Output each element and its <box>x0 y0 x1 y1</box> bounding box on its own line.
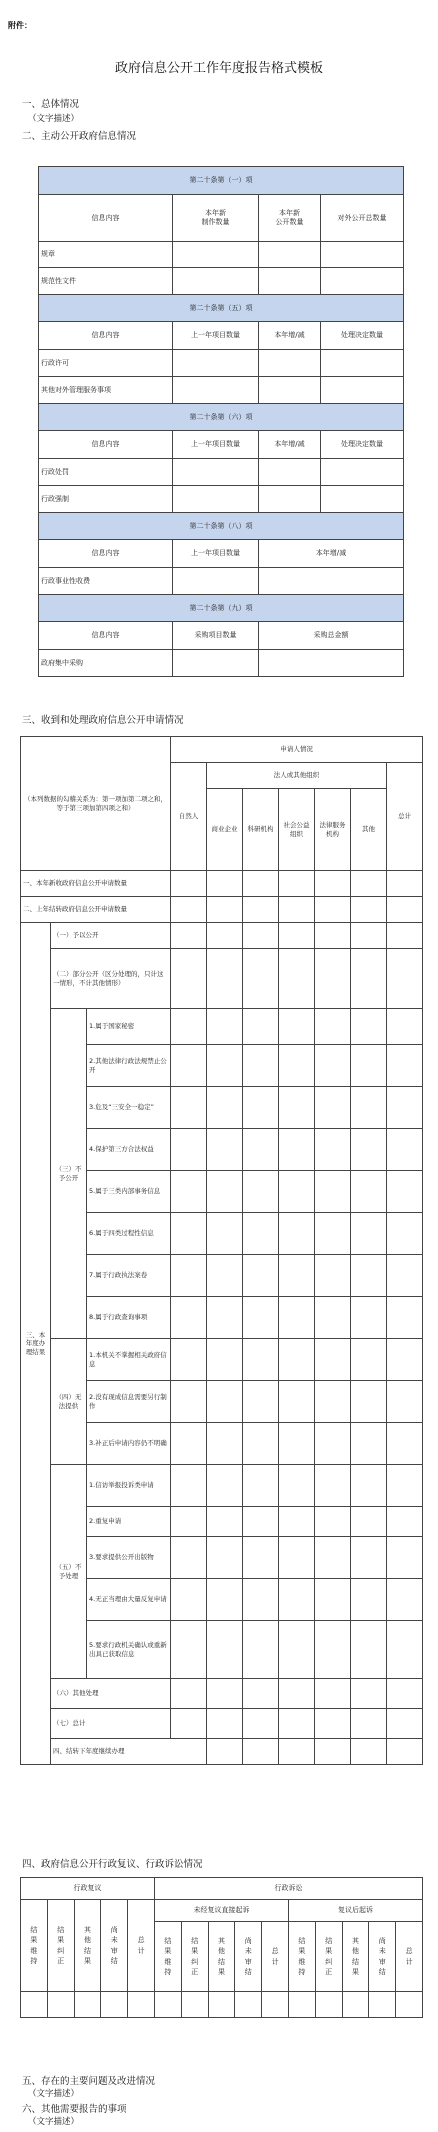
col-header: 结果维持 <box>155 1922 182 1992</box>
col-header: 尚未审结 <box>369 1922 396 1992</box>
row-label: （四）无法提供 <box>51 1339 87 1465</box>
legal-entity-header: 法人或其他组织 <box>207 763 387 789</box>
col-header: 结果纠正 <box>181 1922 208 1992</box>
row-label: 规范性文件 <box>39 268 173 295</box>
col-header: 采购项目数量 <box>173 622 259 650</box>
row-label: 行政处罚 <box>39 459 173 486</box>
row-label: 1.信访举报投诉类申请 <box>87 1465 171 1507</box>
col-header: 其他结果 <box>342 1922 369 1992</box>
row-label: 5.属于三类内部事务信息 <box>87 1171 171 1213</box>
col-header: 结果纠正 <box>315 1922 342 1992</box>
col-header: 其他 <box>351 789 387 871</box>
row-label: （三）不予公开 <box>51 1009 87 1339</box>
total-header: 总计 <box>387 763 423 871</box>
applications-table <box>20 736 423 1765</box>
row-label: 2.没有现成信息需要另行制作 <box>87 1381 171 1423</box>
col-header: 本年增/减 <box>259 322 321 350</box>
col-header: 本年新 制作数量 <box>173 195 259 242</box>
section-2-heading: 二、主动公开政府信息情况 <box>22 131 137 142</box>
col-header: 本年增/减 <box>259 431 321 459</box>
row-label: 1.本机关不掌握相关政府信息 <box>87 1339 171 1381</box>
row-label: 四、结转下年度继续办理 <box>51 1739 207 1765</box>
col-header: 上一年项目数量 <box>173 431 259 459</box>
corner-note: （本列数据的勾稽关系为：第一项加第二项之和，等于第三项加第四项之和） <box>21 737 171 871</box>
col-header: 信息内容 <box>39 195 173 242</box>
row-label: 5.要求行政机关确认或重新出具已获取信息 <box>87 1621 171 1679</box>
litigation-header: 行政诉讼 <box>155 1878 423 1900</box>
row-label: （二）部分公开（区分处理的，只计这一情形，不计其他情形） <box>51 949 171 1009</box>
row-label: 三、本年度办理结果 <box>21 923 51 1765</box>
col-header: 结果维持 <box>289 1922 316 1992</box>
attachment-label: 附件： <box>8 21 32 30</box>
col-header: 处理决定数量 <box>321 431 404 459</box>
section-5-heading: 五、存在的主要问题及改进情况 <box>22 2076 156 2087</box>
row-label: 3.补正后申请内容仍不明确 <box>87 1423 171 1465</box>
block-title: 第二十条第（六）项 <box>39 404 404 431</box>
row-label: 二、上年结转政府信息公开申请数量 <box>21 897 171 923</box>
block-title: 第二十条第（八）项 <box>39 513 404 540</box>
row-label: （一）予以公开 <box>51 923 171 949</box>
col-header: 尚未审结 <box>101 1900 128 1992</box>
row-label: （六）其他处理 <box>51 1679 171 1709</box>
section-1-heading: 一、总体情况 <box>22 99 80 110</box>
col-header: 总计 <box>396 1922 423 1992</box>
section-1-note: （文字描述） <box>28 114 80 124</box>
col-header: 商业企业 <box>207 789 243 871</box>
col-header: 结果维持 <box>21 1900 48 1992</box>
col-header: 结果纠正 <box>47 1900 74 1992</box>
col-header: 上一年项目数量 <box>173 540 259 568</box>
section-5-note: （文字描述） <box>28 2089 80 2099</box>
col-header: 其他结果 <box>74 1900 101 1992</box>
row-label: 行政事业性收费 <box>39 568 173 595</box>
proactive-disclosure-table <box>38 166 404 677</box>
col-header: 科研机构 <box>243 789 279 871</box>
row-label: 6.属于四类过程性信息 <box>87 1213 171 1255</box>
col-header: 上一年项目数量 <box>173 322 259 350</box>
col-header: 社会公益组织 <box>279 789 315 871</box>
row-label: 7.属于行政执法案卷 <box>87 1255 171 1297</box>
row-label: （五）不予处理 <box>51 1465 87 1679</box>
col-header: 本年新 公开数量 <box>259 195 321 242</box>
block-title: 第二十条第（一）项 <box>39 167 404 195</box>
block-title: 第二十条第（九）项 <box>39 595 404 622</box>
col-header: 对外公开总数量 <box>321 195 404 242</box>
row-label: 3.要求提供公开出版物 <box>87 1537 171 1579</box>
row-label: 行政强制 <box>39 486 173 513</box>
review-litigation-table <box>20 1877 423 2018</box>
row-label: 行政许可 <box>39 350 173 377</box>
applicant-header: 申请人情况 <box>171 737 423 763</box>
row-label: 3.危及“三安全一稳定” <box>87 1087 171 1129</box>
col-header: 信息内容 <box>39 322 173 350</box>
row-label: 2.其他法律行政法规禁止公开 <box>87 1045 171 1087</box>
row-label: 4.保护第三方合法权益 <box>87 1129 171 1171</box>
section-3-heading: 三、收到和处理政府信息公开申请情况 <box>22 715 184 726</box>
col-header: 其他结果 <box>208 1922 235 1992</box>
block-title: 第二十条第（五）项 <box>39 295 404 322</box>
row-label: （七）总计 <box>51 1709 171 1739</box>
section-6-heading: 六、其他需要报告的事项 <box>22 2104 127 2115</box>
direct-suit-header: 未经复议直接起诉 <box>155 1900 289 1922</box>
doc-title: 政府信息公开工作年度报告格式模板 <box>114 61 323 76</box>
row-label: 一、本年新收政府信息公开申请数量 <box>21 871 171 897</box>
row-label: 8.属于行政查询事项 <box>87 1297 171 1339</box>
col-header: 信息内容 <box>39 431 173 459</box>
row-label: 政府集中采购 <box>39 650 173 677</box>
row-label: 1.属于国家秘密 <box>87 1009 171 1045</box>
natural-person-header: 自然人 <box>171 763 207 871</box>
col-header: 法律服务机构 <box>315 789 351 871</box>
col-header: 尚未审结 <box>235 1922 262 1992</box>
col-header: 总计 <box>262 1922 289 1992</box>
col-header: 总计 <box>128 1900 155 1992</box>
col-header: 本年增/减 <box>259 540 404 568</box>
section-6-note: （文字描述） <box>28 2117 80 2127</box>
row-label: 2.重复申请 <box>87 1507 171 1537</box>
row-label: 4.无正当理由大量反复申请 <box>87 1579 171 1621</box>
row-label: 规章 <box>39 242 173 268</box>
col-header: 处理决定数量 <box>321 322 404 350</box>
review-header: 行政复议 <box>21 1878 155 1900</box>
col-header: 信息内容 <box>39 622 173 650</box>
col-header: 信息内容 <box>39 540 173 568</box>
col-header: 采购总金额 <box>259 622 404 650</box>
section-4-heading: 四、政府信息公开行政复议、行政诉讼情况 <box>22 1859 203 1870</box>
row-label: 其他对外管理服务事项 <box>39 377 173 404</box>
after-review-header: 复议后起诉 <box>289 1900 423 1922</box>
